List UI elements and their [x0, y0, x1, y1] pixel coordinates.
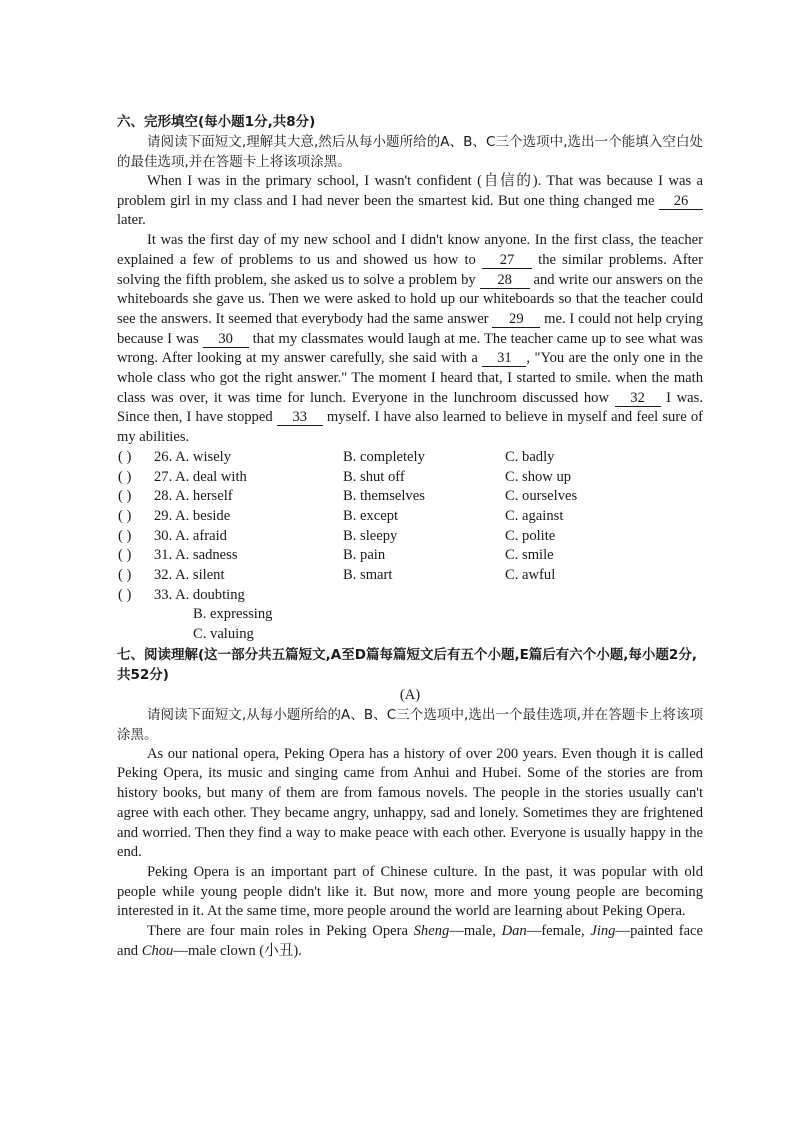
option-b: B. completely	[343, 448, 425, 465]
cloze-paragraph-1	[117, 172, 703, 231]
option-c: C. awful	[505, 566, 556, 583]
cloze-text: It was the first day of my new school and I didn't know anyone. In the first class, the teacher explained a few of problems to us and showed us how to	[117, 232, 703, 268]
cloze-text: that my classmates would laugh at me. The teacher came up to see what was wrong. After looking at my answer carefully, she said with a	[117, 330, 704, 367]
blank-32: 32	[615, 391, 661, 407]
option-a: 31. A. sadness	[154, 547, 238, 564]
blank-27: 27	[482, 253, 532, 269]
answer-paren: ( )	[118, 586, 132, 603]
role-dan: Dan	[501, 923, 527, 940]
option-c: C. smile	[505, 547, 554, 564]
question-row-26	[117, 448, 703, 468]
option-b: B. themselves	[343, 488, 425, 505]
answer-paren: ( )	[118, 488, 132, 505]
option-a: 32. A. silent	[154, 566, 225, 583]
answer-paren: ( )	[118, 468, 132, 485]
option-a: 28. A. herself	[154, 488, 233, 505]
option-c: C. polite	[505, 527, 556, 544]
roles-lead: There are four main roles in Peking Opera	[147, 923, 414, 940]
role-desc: —female,	[526, 923, 591, 940]
role-chou: Chou	[141, 942, 174, 959]
blank-30: 30	[203, 332, 249, 348]
exam-page	[117, 112, 703, 961]
option-c: C. against	[505, 507, 564, 524]
option-b: B. except	[343, 507, 399, 524]
option-b: B. smart	[343, 566, 393, 583]
option-a: 29. A. beside	[154, 507, 231, 524]
cloze-text: later.	[117, 212, 146, 229]
blank-31: 31	[482, 351, 526, 367]
section7-heading: 七、阅读理解(这一部分共五篇短文,A至D篇每篇短文后有五个小题,E篇后有六个小题,每小题2分,共52分)	[117, 646, 697, 683]
cloze-text: , "You are the only one in the whole class who got the right answer." The moment I heard that, I started to smile. when the math class was over, it was time for lunch. Everyone in the lunchroom discussed how	[117, 350, 703, 406]
question-list	[117, 448, 703, 645]
question-row-32	[117, 566, 703, 586]
passage-a-paragraph-1: As our national opera, Peking Opera has a history of over 200 years. Even though it is called Peking Opera, its music and singing came from Anhui and Hubei. Some of the stories are from history books, but many of them are from famous novels. The people in the stories usually can't agree with each other. They became angry, unhappy, sad and lonely. Sometimes they are frightened and worried. Then they find a way to make peace with each other. Everyone is usually happy in the end.	[117, 745, 703, 861]
option-b: B. shut off	[343, 468, 405, 485]
option-b: B. pain	[343, 547, 386, 564]
answer-paren: ( )	[118, 527, 132, 544]
question-row-28	[117, 487, 703, 507]
option-b: B. expressing	[193, 606, 273, 623]
cloze-text: the similar problems. After solving the fifth problem, she asked us to solve a problem by	[117, 251, 703, 288]
question-row-31	[117, 546, 703, 566]
passage-a-label: (A)	[399, 686, 421, 703]
question-row-30	[117, 527, 703, 547]
blank-33: 33	[277, 410, 323, 426]
section6-instruction: 请阅读下面短文,理解其大意,然后从每小题所给的A、B、C三个选项中,选出一个能填入空白处的最佳选项,并在答题卡上将该项涂黑。	[117, 134, 703, 170]
cloze-text: me. I could not help crying because I was	[117, 310, 703, 347]
cloze-text: and write our answers on the whiteboards she gave us. Then we were asked to hold up our whiteboards so that the teacher could see the answers. It seemed that everybody had the same answer	[117, 271, 703, 327]
answer-paren: ( )	[118, 507, 132, 524]
cloze-text: When I was in the primary school, I wasn't confident (自信的). That was because I was a problem girl in my class and I had never been the smartest kid. But one thing changed me	[117, 173, 703, 209]
option-c: C. ourselves	[505, 488, 578, 505]
passage-a-paragraph-3	[117, 922, 703, 961]
cloze-paragraph-2	[117, 231, 703, 448]
option-c: C. badly	[505, 448, 555, 465]
role-jing: Jing	[590, 923, 616, 940]
question-row-29	[117, 507, 703, 527]
option-b: B. sleepy	[343, 527, 398, 544]
answer-paren: ( )	[118, 448, 132, 465]
cloze-text: myself. I have also learned to believe in myself and feel sure of my abilities.	[117, 409, 703, 446]
question-row-27	[117, 468, 703, 488]
section6-heading: 六、完形填空(每小题1分,共8分)	[117, 114, 316, 130]
option-a: 33. A. doubting	[154, 586, 245, 603]
option-c: C. show up	[505, 468, 572, 485]
blank-28: 28	[480, 273, 530, 289]
option-a: 30. A. afraid	[154, 527, 227, 544]
passage-a-paragraph-2: Peking Opera is an important part of Chinese culture. In the past, it was popular with old people while young people didn't like it. But now, more and more young people are becoming interested in it. At the same time, more people around the world are learning about Peking Opera.	[117, 863, 703, 920]
section7-instruction: 请阅读下面短文,从每小题所给的A、B、C三个选项中,选出一个最佳选项,并在答题卡上将该项涂黑。	[117, 706, 703, 743]
blank-26: 26	[659, 194, 703, 210]
option-c: C. valuing	[193, 626, 254, 643]
option-a: 26. A. wisely	[154, 448, 232, 465]
question-row-33	[117, 586, 703, 606]
role-desc: —painted face and	[117, 923, 703, 959]
role-sheng: Sheng	[413, 923, 450, 940]
cloze-text: I was. Since then, I have stopped	[117, 389, 703, 426]
answer-paren: ( )	[118, 547, 132, 564]
answer-paren: ( )	[118, 566, 132, 583]
role-desc: —male,	[449, 923, 502, 940]
option-a: 27. A. deal with	[154, 468, 247, 485]
role-desc: —male clown (小丑).	[173, 942, 302, 959]
blank-29: 29	[492, 312, 540, 328]
